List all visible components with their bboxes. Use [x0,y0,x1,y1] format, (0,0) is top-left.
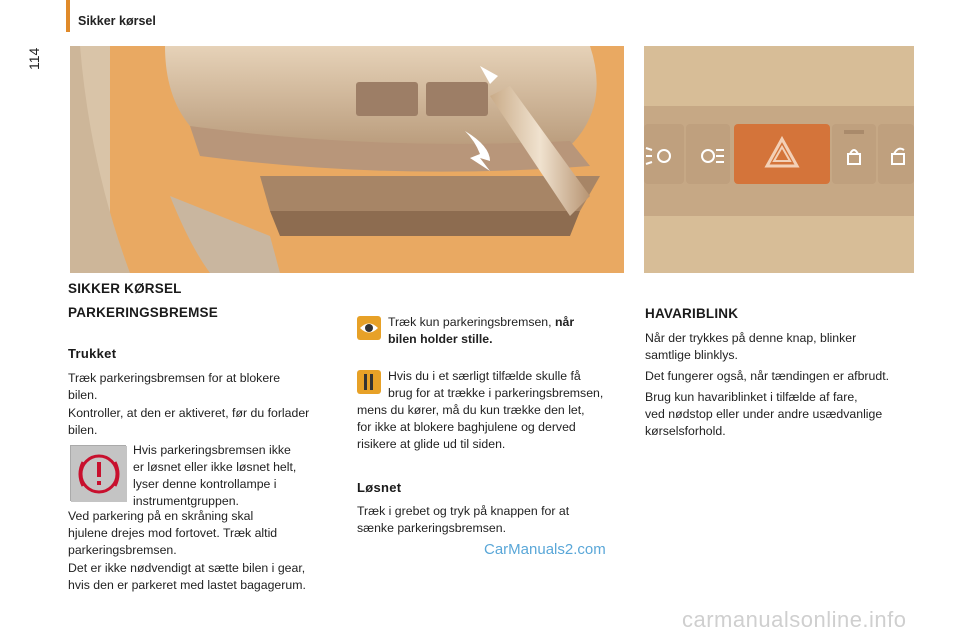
info-icon [357,370,381,394]
info-note-first: Hvis du i et særligt tilfælde skulle få brug for at trække i parkeringsbremsen, [388,369,604,400]
watermark-bottom: carmanualsonline.info [682,607,907,632]
release-heading: Løsnet [357,480,402,495]
eye-note: Træk kun parkeringsbremsen, når bilen holder stille. [388,315,575,346]
warning-text: Hvis parkeringsbremsen ikke er løsnet eller ikke løsnet helt, lyser denne kontrollampe i instrumentgruppen. [133,443,297,508]
brake-warning-lamp-icon [70,445,126,501]
para-pull-2: Kontroller, at den er aktiveret, før du forlader bilen. [68,406,310,437]
watermark-carmanuals: CarManuals2.com [484,541,606,558]
section-title: Sikker kørsel [78,14,156,28]
info-note-rest: mens du kører, må du kun trække den let, for ikke at blokere baghjulene og derved risikere at glide ud til siden. [357,403,585,451]
hazard-text: Når der trykkes på denne knap, blinker samtlige blinklys. Det fungerer også, når tændingen er afbrudt. Brug kun havariblinket i tilfælde af fare, ved nødstop eller under andre usædvanlige kørselsforhold. [645,331,890,438]
pull-heading: Trukket [68,346,117,361]
eye-icon [357,316,381,340]
hazard-heading: HAVARIBLINK [645,306,739,321]
page-number: 114 [26,47,42,70]
header-accent-bar [66,0,70,32]
sub-heading-parking-brake: PARKERINGSBREMSE [68,305,218,320]
parking-brake-illustration [70,46,624,273]
para-pull-1: Træk parkeringsbremsen for at blokere bilen. [68,371,281,402]
release-text: Træk i grebet og tryk på knappen for at sænke parkeringsbremsen. [357,504,570,535]
para-slope: Ved parkering på en skråning skal hjulene drejes mod fortovet. Træk altid parkeringsbremsen. [68,509,278,557]
para-gear: Det er ikke nødvendigt at sætte bilen i gear, hvis den er parkeret med lastet bagagerum. [68,561,306,592]
hazard-switch-illustration [644,46,914,273]
main-heading: SIKKER KØRSEL [68,281,182,296]
